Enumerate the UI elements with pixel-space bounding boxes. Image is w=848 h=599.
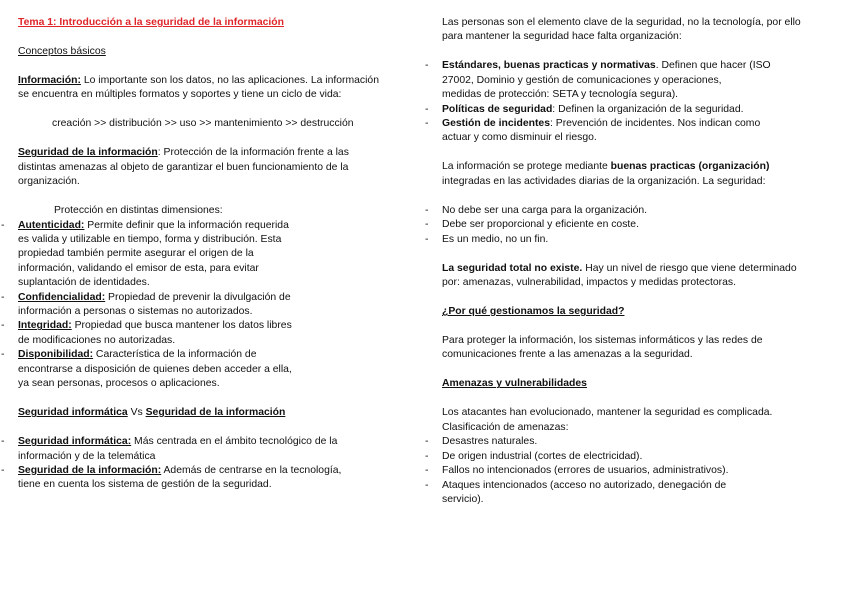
secinfo-paragraph xyxy=(18,146,416,160)
threat-text: Ataques intencionados (acceso no autorizado, denegación de xyxy=(442,479,727,491)
threat-text: De origen industrial (cortes de electricidad). xyxy=(442,450,643,462)
left-column xyxy=(1,16,416,493)
dimension-label: Disponibilidad: xyxy=(18,349,94,361)
dash-marker: - xyxy=(425,436,429,448)
dimensions-list xyxy=(1,219,416,392)
total-paragraph xyxy=(442,262,834,276)
threat-text: servicio). xyxy=(442,493,484,505)
comparison-text: Además de centrarse en la tecnología, xyxy=(161,464,342,476)
threats-list xyxy=(425,435,834,507)
dash-marker: - xyxy=(425,60,429,72)
intro-line-2: para mantener la seguridad hace falta organización: xyxy=(442,31,682,43)
dimensions-intro: Protección en distintas dimensiones: xyxy=(54,205,223,217)
total-text-1: Hay un nivel de riesgo que viene determinado xyxy=(582,262,797,274)
dimension-text: propiedad también permite asegurar el origen de la xyxy=(18,248,254,260)
vs-heading xyxy=(18,406,416,420)
org-text: actuar y como disminuir el riesgo. xyxy=(442,132,597,144)
list-item xyxy=(425,435,834,449)
vs-mid: Vs xyxy=(127,407,146,419)
list-item xyxy=(425,59,834,102)
info-label: Información: xyxy=(18,75,81,86)
org-text: 27002, Dominio y gestión de comunicaciones y operaciones, xyxy=(442,74,722,86)
dash-marker: - xyxy=(1,291,5,303)
list-item xyxy=(1,291,416,320)
document-title: Tema 1: Introducción a la seguridad de la información xyxy=(18,17,284,28)
secinfo-text-2: distintas amenazas al objeto de garantizar el buen funcionamiento de la xyxy=(18,161,349,173)
dimension-text: ya sean personas, procesos o aplicaciones. xyxy=(18,378,220,390)
protect-text-1b: buenas practicas (organización) xyxy=(610,161,770,173)
dash-marker: - xyxy=(1,464,5,476)
total-bold: La seguridad total no existe. xyxy=(442,262,583,274)
secinfo-text-1: : Protección de la información frente a las xyxy=(157,147,349,159)
dash-marker: - xyxy=(425,204,429,216)
secinfo-label: Seguridad de la información xyxy=(18,147,158,159)
org-text: : Prevención de incidentes. Nos indican como xyxy=(549,118,761,130)
dash-marker: - xyxy=(425,465,429,477)
dimension-label: Confidencialidad: xyxy=(18,291,106,303)
dash-marker: - xyxy=(1,436,5,448)
dimension-text: Permite definir que la información requerida xyxy=(84,219,289,231)
org-text: : Definen la organización de la seguridad. xyxy=(552,103,744,115)
org-label: Políticas de seguridad xyxy=(442,103,553,115)
list-item xyxy=(1,464,416,493)
vs-b: Seguridad de la información xyxy=(145,407,286,419)
comparison-text: tiene en cuenta los sistema de gestión de la seguridad. xyxy=(18,479,272,491)
dash-marker: - xyxy=(1,219,5,231)
intro-line-1: Las personas son el elemento clave de la seguridad, no la tecnología, por ello xyxy=(442,17,801,28)
why-text-2: comunicaciones frente a las amenazas a la seguridad. xyxy=(442,349,693,361)
dimension-label: Autenticidad: xyxy=(18,219,85,231)
threat-text: Desastres naturales. xyxy=(442,436,538,448)
threats-text-2: Clasificación de amenazas: xyxy=(442,421,569,433)
dash-marker: - xyxy=(425,219,429,231)
org-label: Estándares, buenas practicas y normativas xyxy=(442,60,656,72)
why-heading: ¿Por qué gestionamos la seguridad? xyxy=(442,306,625,318)
comparison-text: información y de la telemática xyxy=(18,450,156,462)
dimension-text: Característica de la información de xyxy=(93,349,257,361)
comparison-list xyxy=(1,435,416,493)
list-item xyxy=(1,348,416,391)
list-item xyxy=(425,204,834,218)
dash-marker: - xyxy=(1,320,5,332)
property-text: Debe ser proporcional y eficiente en coste. xyxy=(442,219,639,231)
properties-list xyxy=(425,204,834,247)
organization-list xyxy=(425,59,834,145)
list-item xyxy=(1,435,416,464)
threat-text: Fallos no intencionados (errores de usuarios, administrativos). xyxy=(442,465,729,477)
dash-marker: - xyxy=(425,479,429,491)
comparison-text: Más centrada en el ámbito tecnológico de la xyxy=(131,436,338,448)
list-item xyxy=(1,219,416,291)
dash-marker: - xyxy=(425,103,429,115)
total-text-2: por: amenazas, vulnerabilidad, impactos y medidas protectoras. xyxy=(442,277,736,289)
dash-marker: - xyxy=(425,233,429,245)
dimension-text: Propiedad de prevenir la divulgación de xyxy=(105,291,291,303)
dimension-text: suplantación de identidades. xyxy=(18,277,150,289)
comparison-label: Seguridad informática: xyxy=(18,436,132,448)
dimension-text: de modificaciones no autorizadas. xyxy=(18,334,176,346)
property-text: No debe ser una carga para la organización. xyxy=(442,204,648,216)
section-heading-conceptos: Conceptos básicos xyxy=(18,46,106,57)
list-item xyxy=(425,464,834,478)
threats-heading: Amenazas y vulnerabilidades xyxy=(442,378,587,390)
info-text-1: Lo importante son los datos, no las aplicaciones. La información xyxy=(80,75,379,86)
dimension-text: información a personas o sistemas no autorizados. xyxy=(18,306,253,318)
threats-text-1: Los atacantes han evolucionado, mantener la seguridad es complicada. xyxy=(442,407,773,419)
list-item xyxy=(1,319,416,348)
right-column xyxy=(425,16,834,507)
lifecycle-line: creación >> distribución >> uso >> mantenimiento >> destrucción xyxy=(52,118,354,130)
dimension-text: Propiedad que busca mantener los datos libres xyxy=(71,320,292,332)
org-text: medidas de protección: SETA y tecnología segura). xyxy=(442,89,679,101)
info-paragraph xyxy=(18,74,416,88)
list-item xyxy=(425,233,834,247)
list-item xyxy=(425,479,834,508)
org-text: . Definen que hacer (ISO xyxy=(655,60,771,72)
dimension-text: encontrarse a disposición de quienes deben acceder a ella, xyxy=(18,363,292,375)
secinfo-text-3: organización. xyxy=(18,176,80,188)
dimension-text: es valida y utilizable en tiempo, forma y distribución. Esta xyxy=(18,234,282,246)
org-label: Gestión de incidentes xyxy=(442,118,550,130)
protect-paragraph xyxy=(442,160,834,174)
comparison-label: Seguridad de la información: xyxy=(18,464,162,476)
dash-marker: - xyxy=(425,118,429,130)
dash-marker: - xyxy=(425,450,429,462)
vs-a: Seguridad informática xyxy=(18,407,128,419)
list-item xyxy=(425,103,834,117)
why-text-1: Para proteger la información, los sistemas informáticos y las redes de xyxy=(442,335,763,347)
protect-text-1a: La información se protege mediante xyxy=(442,161,611,173)
list-item xyxy=(425,117,834,146)
list-item xyxy=(425,218,834,232)
property-text: Es un medio, no un fin. xyxy=(442,233,549,245)
dash-marker: - xyxy=(1,349,5,361)
list-item xyxy=(425,450,834,464)
dimension-label: Integridad: xyxy=(18,320,72,332)
info-text-2: se encuentra en múltiples formatos y soportes y tiene un ciclo de vida: xyxy=(18,89,342,101)
dimension-text: información, validando el emisor de esta, para evitar xyxy=(18,262,259,274)
protect-text-2: integradas en las actividades diarias de la organización. La seguridad: xyxy=(442,175,766,187)
